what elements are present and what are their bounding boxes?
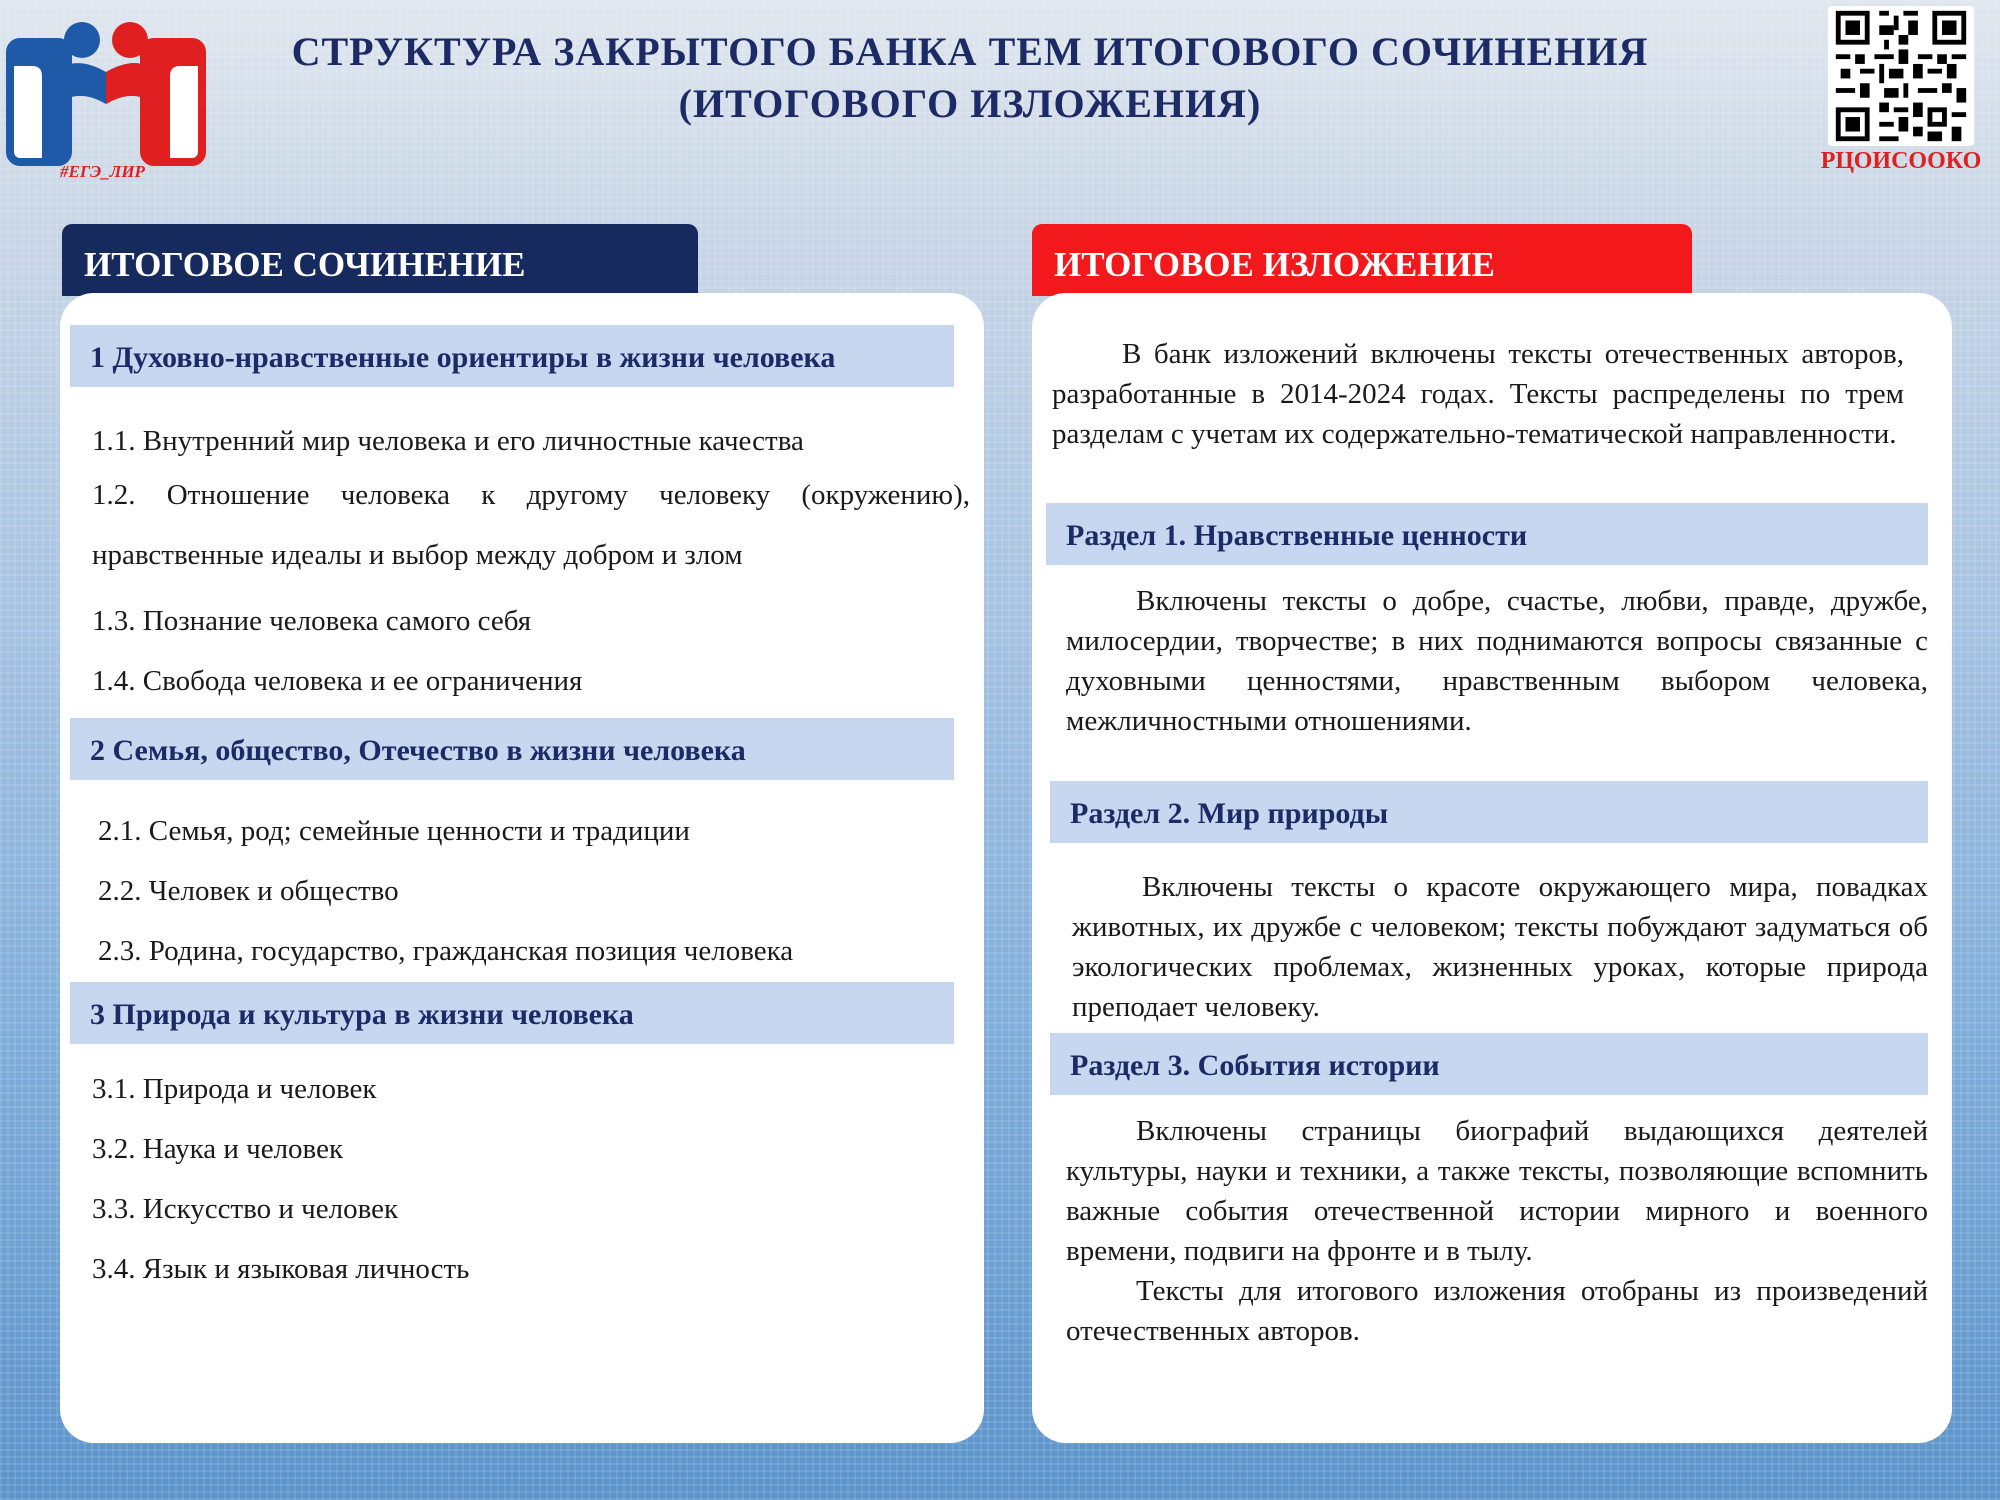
page-title-line-1: СТРУКТУРА ЗАКРЫТОГО БАНКА ТЕМ ИТОГОВОГО СОЧИНЕНИЯ <box>291 29 1649 74</box>
page-title <box>210 26 1730 130</box>
exposition-intro-text: В банк изложений включены тексты отечественных авторов, разработанные в 2014-2024 годах. Тексты распределены по трем разделам с учетам их содержательно-тематической направленности. <box>1052 338 1904 450</box>
exposition-section-3-title: Раздел 3. События истории <box>1050 1033 1928 1095</box>
exposition-section-1-title: Раздел 1. Нравственные ценности <box>1046 503 1928 565</box>
essay-item-2-3: 2.3. Родина, государство, гражданская позиция человека <box>98 935 794 967</box>
essay-item-3-4: 3.4. Язык и языковая личность <box>92 1253 470 1285</box>
exposition-panel <box>1032 293 1952 1443</box>
essay-item-3-1: 3.1. Природа и человек <box>92 1073 377 1105</box>
exposition-section-2-title: Раздел 2. Мир природы <box>1050 781 1928 843</box>
essay-section-3-title: 3 Природа и культура в жизни человека <box>70 982 954 1044</box>
header <box>0 0 2000 210</box>
exposition-section-1-paragraph: Включены тексты о добре, счастье, любви, правде, дружбе, милосердии, творчестве; в них поднимаются вопросы связанные с духовными ценностями, нравственным выбором человека, межличностными отношениями. <box>1066 585 1928 737</box>
essay-item-2-1: 2.1. Семья, род; семейные ценности и традиции <box>98 815 690 847</box>
essay-section-1-title: 1 Духовно-нравственные ориентиры в жизни человека <box>70 325 954 387</box>
tab-final-essay: ИТОГОВОЕ СОЧИНЕНИЕ <box>62 224 698 296</box>
essay-item-1-2: 1.2. Отношение человека к другому человеку (окружению), нравственные идеалы и выбор между добром и злом <box>92 479 970 571</box>
qr-caption: РЦОИСООКО <box>1820 148 1982 174</box>
exposition-section-3-text <box>1066 1111 1928 1351</box>
ege-logo-icon <box>6 6 206 186</box>
exposition-section-3-paragraph: Включены страницы биографий выдающихся деятелей культуры, науки и техники, а также тексты, позволяющие вспомнить важные события отечественной истории мирного и военного времени, подвиги на фронте и в тылу. <box>1066 1115 1928 1267</box>
essay-item-1-1: 1.1. Внутренний мир человека и его личностные качества <box>92 425 804 457</box>
exposition-section-3-note: Тексты для итогового изложения отобраны из произведений отечественных авторов. <box>1066 1275 1928 1347</box>
essay-section-2-title: 2 Семья, общество, Отечество в жизни человека <box>70 718 954 780</box>
logo-caption: #ЕГЭ_ЛИР <box>60 162 145 181</box>
essay-item-3-2: 3.2. Наука и человек <box>92 1133 344 1165</box>
essay-item-3-3: 3.3. Искусство и человек <box>92 1193 399 1225</box>
exposition-section-2-paragraph: Включены тексты о красоте окружающего мира, повадках животных, их дружбе с человеком; тексты побуждают задуматься об экологических проблемах, жизненных уроках, которые природа преподает человеку. <box>1072 871 1928 1023</box>
page-title-line-2: (ИТОГОВОГО ИЗЛОЖЕНИЯ) <box>678 81 1262 126</box>
qr-code-icon <box>1828 6 1974 146</box>
tab-final-exposition: ИТОГОВОЕ ИЗЛОЖЕНИЕ <box>1032 224 1692 296</box>
essay-item-2-2: 2.2. Человек и общество <box>98 875 399 907</box>
exposition-section-1-text <box>1066 581 1928 741</box>
essay-panel <box>60 293 984 1443</box>
essay-item-1-4: 1.4. Свобода человека и ее ограничения <box>92 665 583 697</box>
exposition-section-2-text <box>1072 867 1928 1027</box>
exposition-intro <box>1052 334 1904 454</box>
essay-item-1-3: 1.3. Познание человека самого себя <box>92 605 532 637</box>
